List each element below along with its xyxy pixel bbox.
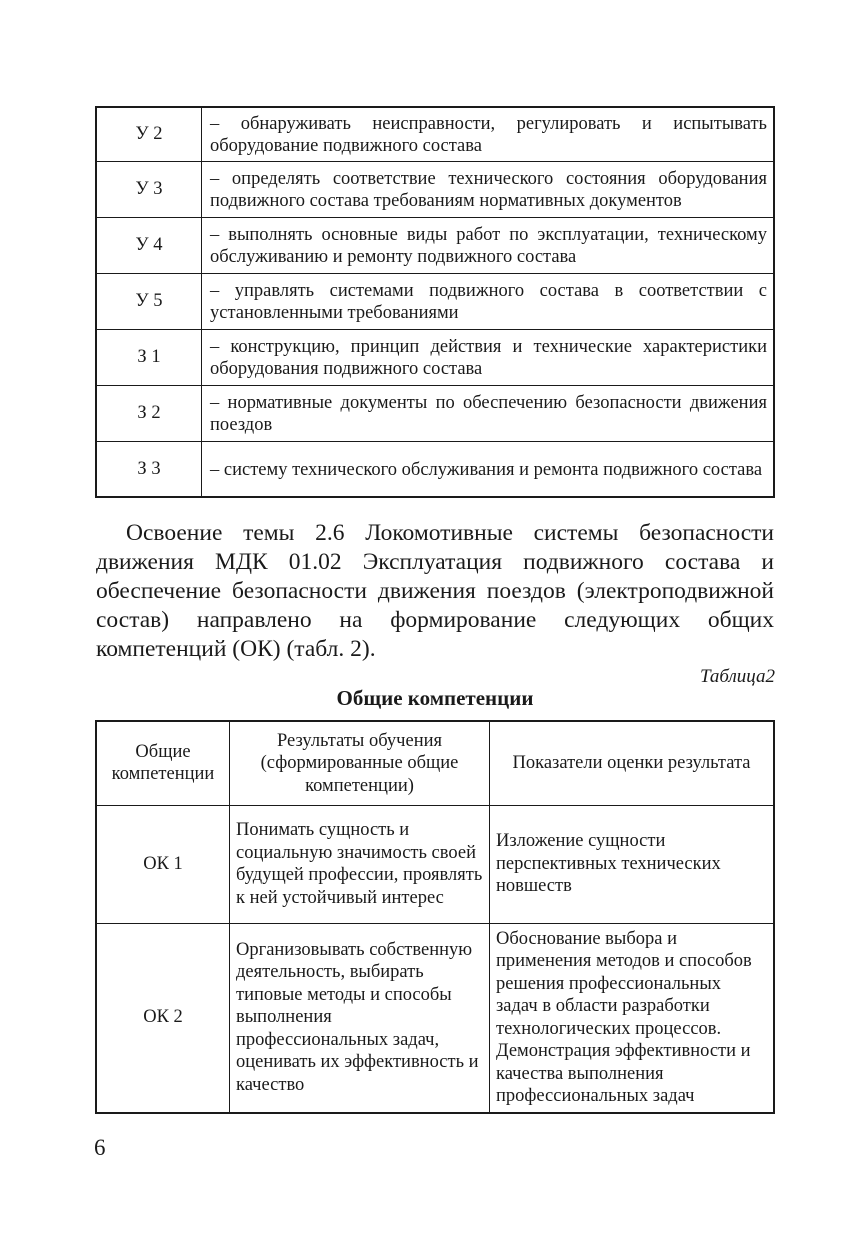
table-header-row [96,721,774,805]
general-competencies-table [95,720,775,1114]
table-row [96,107,774,161]
skills-knowledge-table [95,106,775,498]
row-description: – нормативные документы по обеспечению безопасности движения поездов [202,385,775,441]
competency-result: Понимать сущность и социальную значимость своей будущей профессии, проявлять к ней устойчивый интерес [230,805,490,923]
table-title: Общие компетенции [336,686,534,710]
body-paragraph: Освоение темы 2.6 Локомотивные системы безопасности движения МДК 01.02 Эксплуатация подвижного состава и обеспечение безопасности движения поездов (электроподвижной состав) направлено на формирование следующих общих компетенций (ОК) (табл. 2). [96,520,774,662]
header-assessment-indicators: Показатели оценки результата [490,721,775,805]
row-description: – обнаруживать неисправности, регулировать и испытывать оборудование подвижного состава [202,107,775,161]
table-number-label: Таблица2 [700,666,775,687]
competency-indicator: Обоснование выбора и применения методов и способов решения профессиональных задач в области разработки технологических процессов. Демонстрация эффективности и качества выполнения профессиональных задач [490,923,775,1113]
header-learning-results: Результаты обучения (сформированные общие компетенции) [230,721,490,805]
competency-code: ОК 1 [96,805,230,923]
row-code: З 2 [96,385,202,441]
row-code: У 4 [96,217,202,273]
competency-indicator: Изложение сущности перспективных технических новшеств [490,805,775,923]
table-row [96,329,774,385]
row-code: У 3 [96,161,202,217]
table-row [96,273,774,329]
row-code: З 1 [96,329,202,385]
row-description: – управлять системами подвижного состава в соответствии с установленными требованиями [202,273,775,329]
competency-code: ОК 2 [96,923,230,1113]
row-description: – конструкцию, принцип действия и технические характеристики оборудования подвижного состава [202,329,775,385]
table-row [96,805,774,923]
table-row [96,923,774,1113]
row-description: – определять соответствие технического состояния оборудования подвижного состава требованиям нормативных документов [202,161,775,217]
page-number: 6 [94,1135,106,1160]
row-code: У 2 [96,107,202,161]
table-row [96,441,774,497]
row-code: З 3 [96,441,202,497]
table-row [96,161,774,217]
row-description: – систему технического обслуживания и ремонта подвижного состава [202,441,775,497]
competency-result: Организовывать собственную деятельность, выбирать типовые методы и способы выполнения профессиональных задач, оценивать их эффективность и качество [230,923,490,1113]
table-row [96,385,774,441]
row-code: У 5 [96,273,202,329]
header-competencies: Общие компетенции [96,721,230,805]
row-description: – выполнять основные виды работ по эксплуатации, техническому обслуживанию и ремонту подвижного состава [202,217,775,273]
table-row [96,217,774,273]
